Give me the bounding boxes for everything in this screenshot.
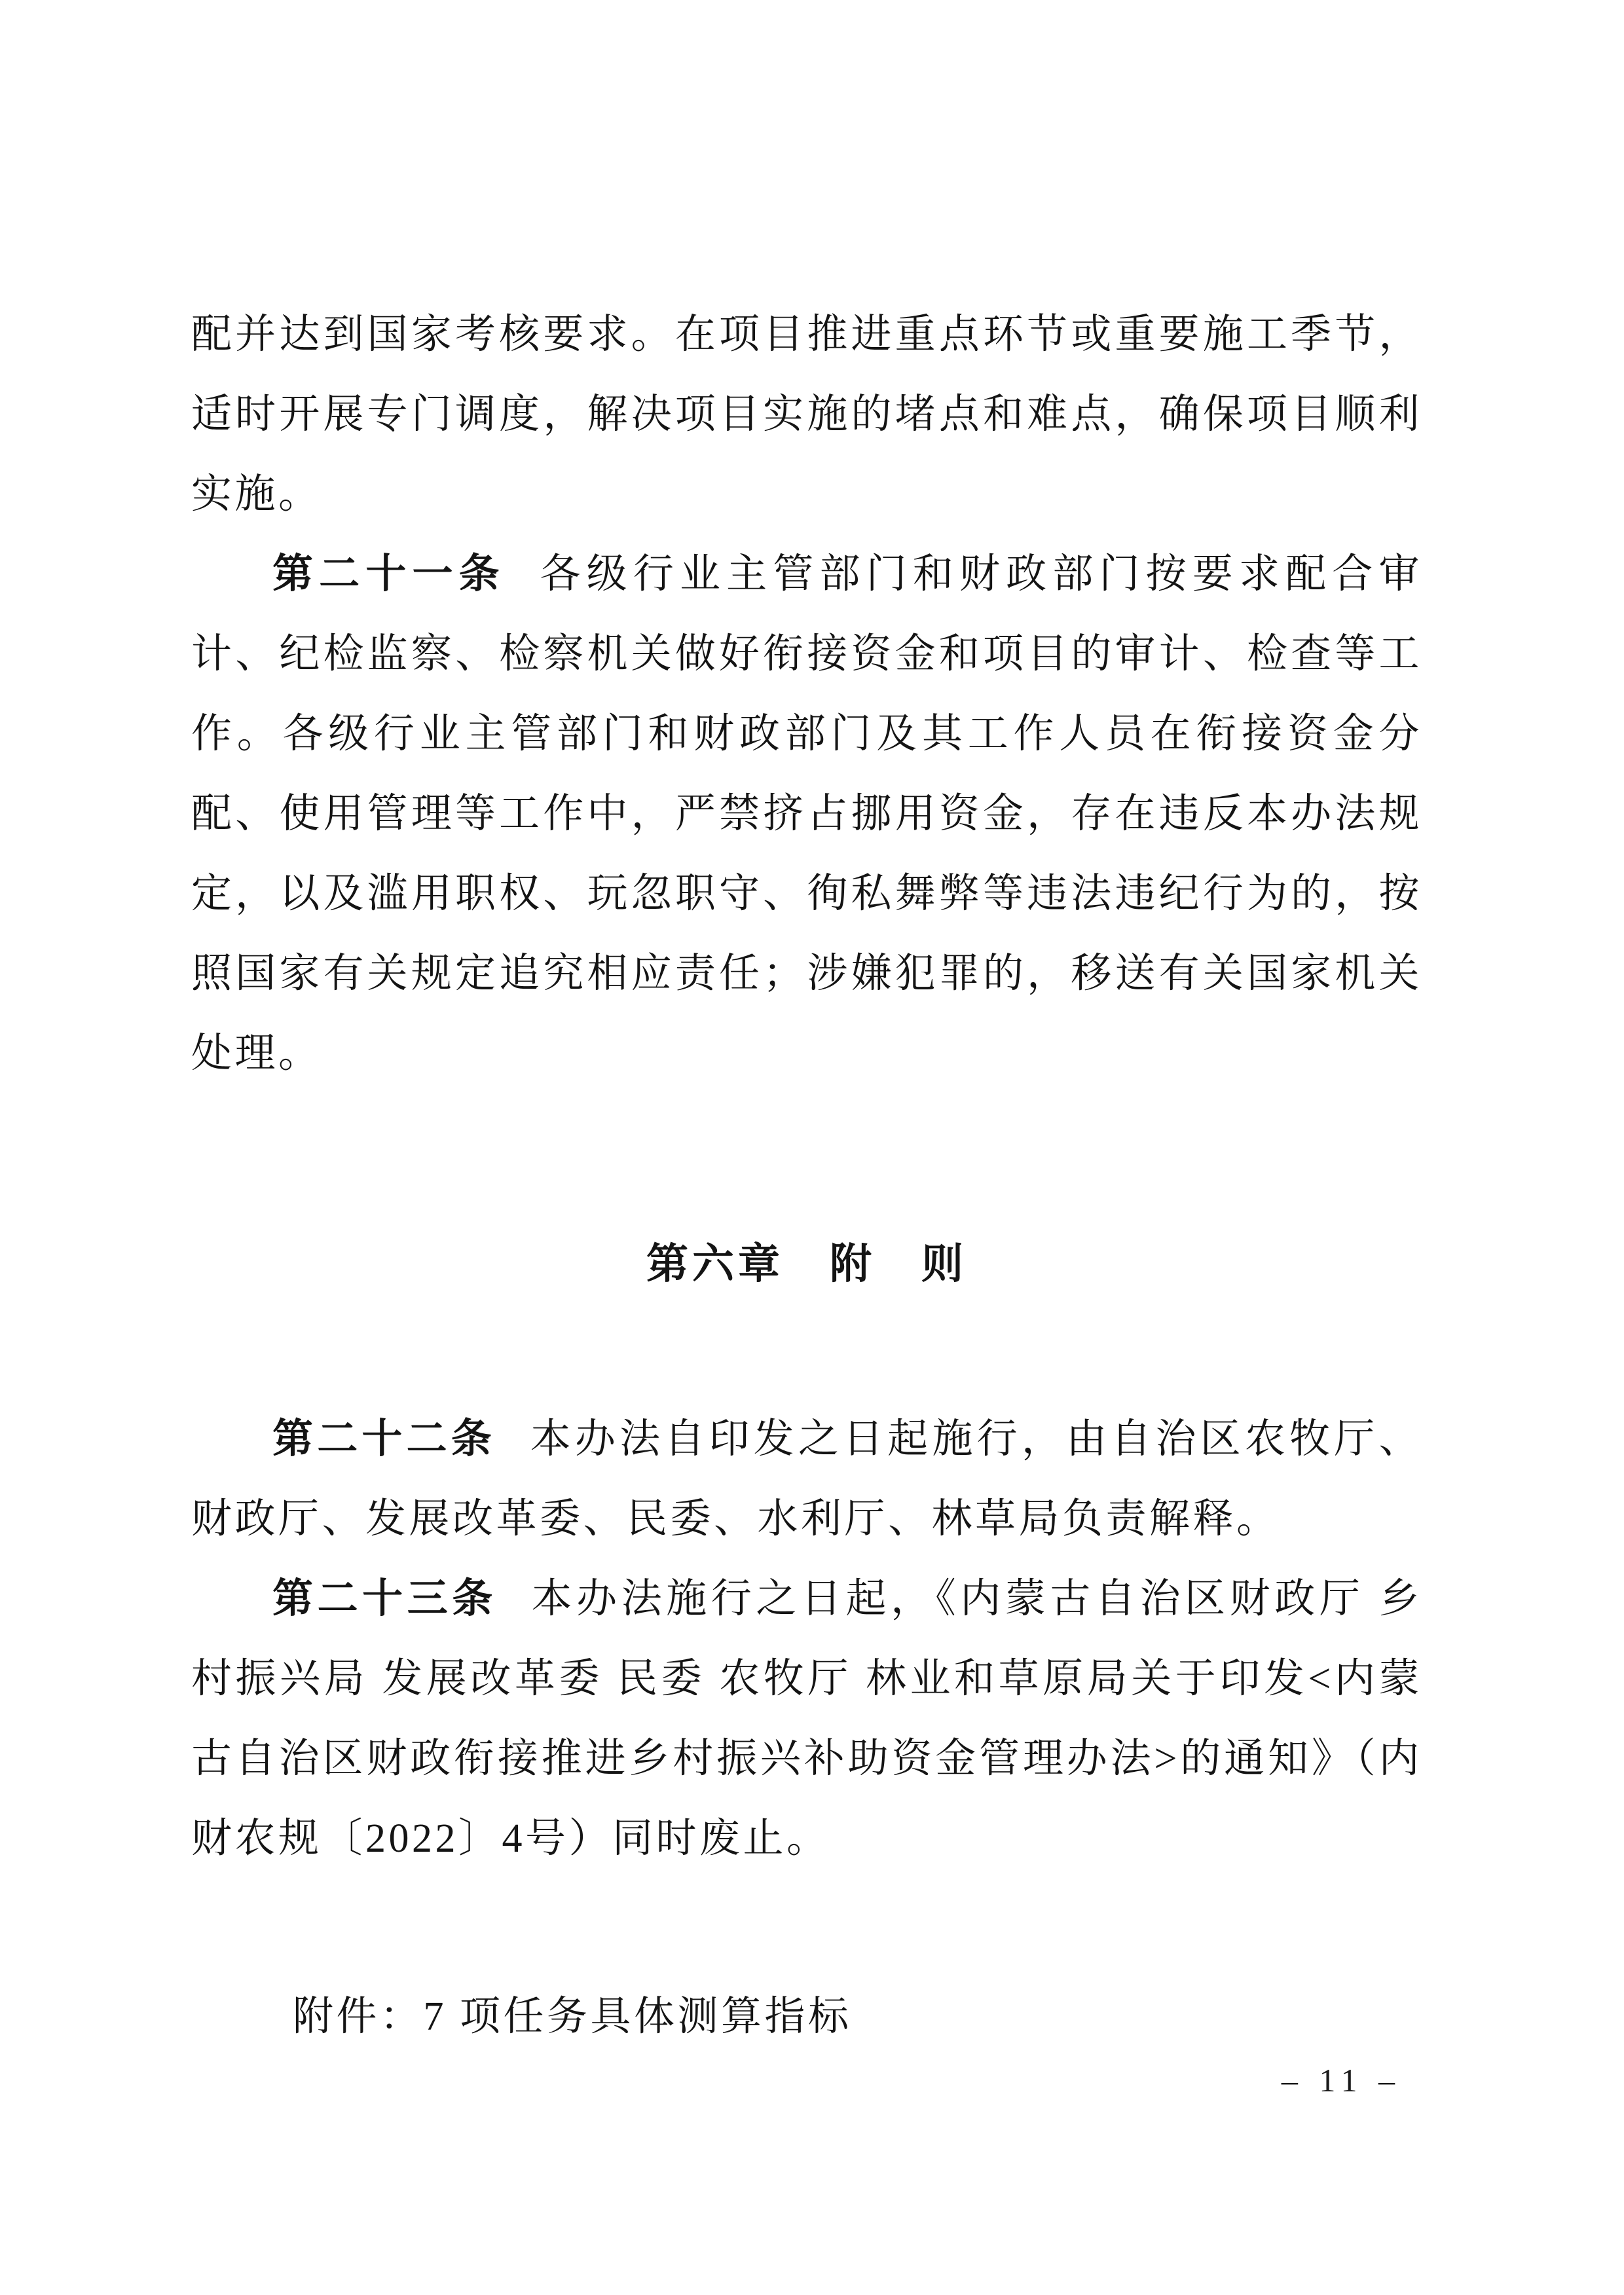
paragraph-article-22 — [191, 1399, 1422, 1559]
page-number: – 11 – — [1281, 2062, 1401, 2099]
document-body — [191, 295, 1422, 2057]
article-21-text: 各级行业主管部门和财政部门按要求配合审计、纪检监察、检察机关做好衔接资金和项目的审计、检查等工作。各级行业主管部门和财政部门及其工作人员在衔接资金分配、使用管理等工作中，严禁挤占挪用资金，存在违反本办法规定，以及滥用职权、玩忽职守、徇私舞弊等违法违纪行为的，按照国家有关规定追究相应责任；涉嫌犯罪的，移送有关国家机关处理。 — [191, 552, 1422, 1076]
paragraph-article-23 — [191, 1559, 1422, 1879]
article-21-term: 第二十一条 — [272, 552, 506, 597]
article-22-text: 本办法自印发之日起施行，由自治区农牧厅、财政厅、发展改革委、民委、水利厅、林草局负责解释。 — [191, 1417, 1422, 1541]
attachment-note: 附件：7 项任务具体测算指标 — [293, 1994, 852, 2039]
paragraph-article-21 — [191, 534, 1422, 1093]
paragraph-continuation: 配并达到国家考核要求。在项目推进重点环节或重要施工季节，适时开展专门调度，解决项目实施的堵点和难点，确保项目顺利实施。 — [191, 312, 1422, 517]
article-22-term: 第二十二条 — [272, 1417, 496, 1461]
chapter-heading: 第六章 附 则 — [646, 1241, 967, 1287]
article-23-term: 第二十三条 — [272, 1577, 497, 1621]
article-23-text: 本办法施行之日起，《内蒙古自治区财政厅 乡村振兴局 发展改革委 民委 农牧厅 林业和草原局关于印发<内蒙古自治区财政衔接推进乡村振兴补助资金管理办法>的通知》（内财农规〔2022〕4号）同时废止。 — [191, 1577, 1422, 1861]
